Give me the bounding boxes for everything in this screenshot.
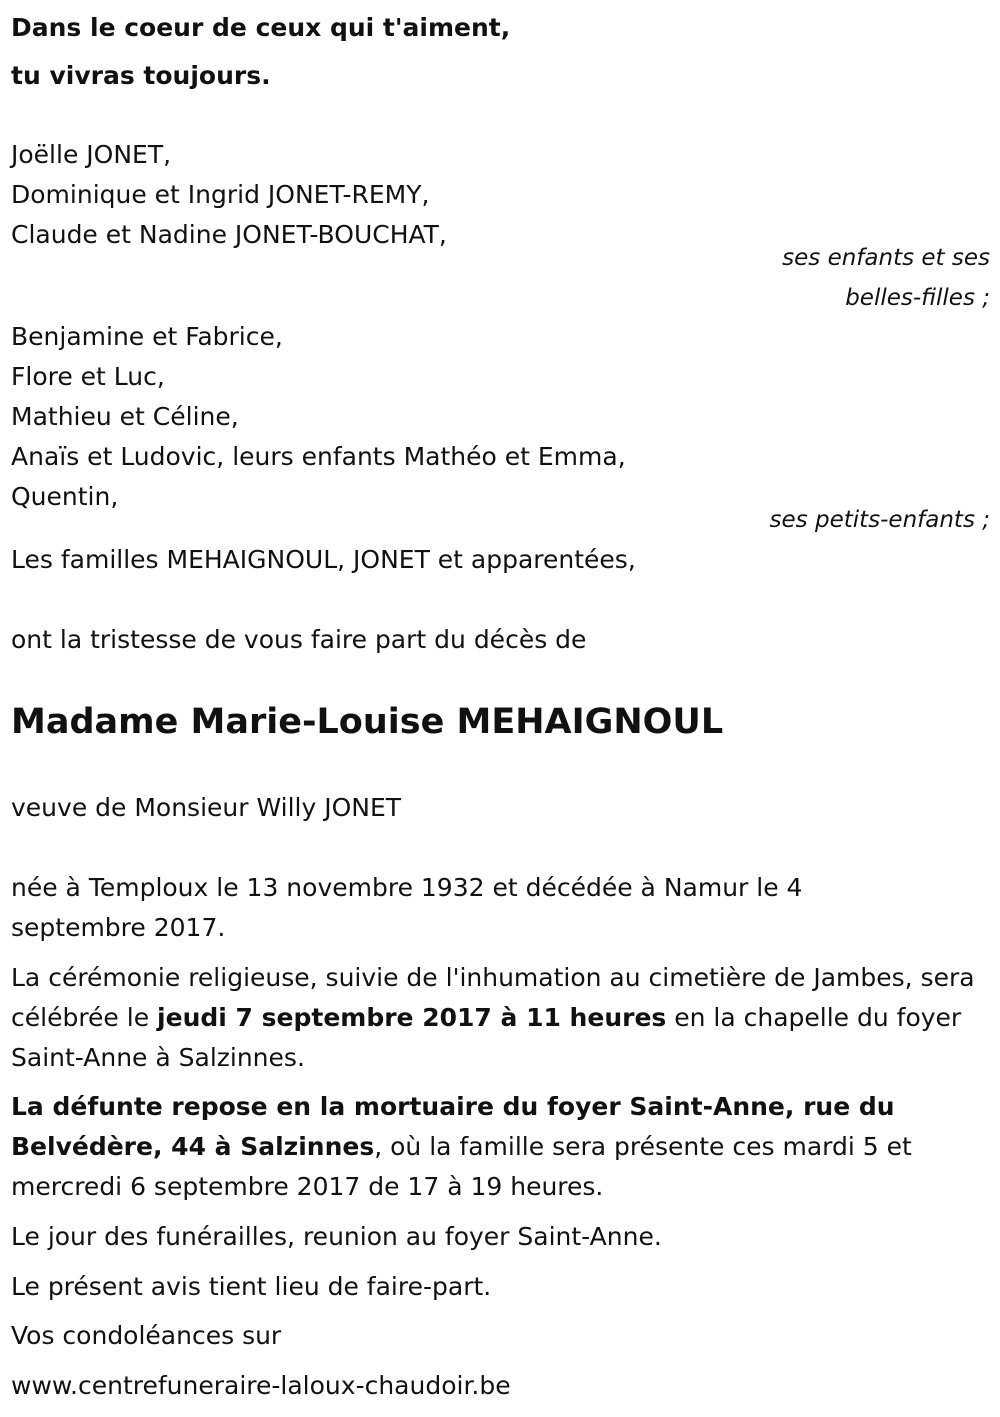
grandchild-name: Anaïs et Ludovic, leurs enfants Mathéo et Emma, — [11, 442, 626, 471]
ceremony-paragraph — [11, 958, 986, 1078]
condolences-label: Vos condoléances sur — [11, 1321, 282, 1350]
grandchild-name: Benjamine et Fabrice, — [11, 322, 283, 351]
announcement-line: ont la tristesse de vous faire part du décès de — [11, 625, 587, 654]
repose-paragraph — [11, 1087, 986, 1207]
children-relation-line-2: belles-filles ; — [845, 285, 990, 311]
website-link[interactable]: www.centrefuneraire-laloux-chaudoir.be — [11, 1371, 511, 1400]
widow-of-line: veuve de Monsieur Willy JONET — [11, 793, 402, 822]
grandchild-name: Mathieu et Céline, — [11, 402, 239, 431]
families-line: Les familles MEHAIGNOUL, JONET et apparentées, — [11, 545, 636, 574]
repose-text-after: , où la famille sera présente ces mardi 5 et mercredi 6 septembre 2017 de 17 à 19 heures. — [11, 1132, 912, 1201]
birth-death-line-1: née à Temploux le 13 novembre 1932 et décédée à Namur le 4 — [11, 873, 803, 902]
grandchild-name: Flore et Luc, — [11, 362, 165, 391]
grandchildren-relation: ses petits-enfants ; — [769, 507, 990, 533]
children-relation-line-1: ses enfants et ses — [782, 245, 990, 271]
notice-line: Le présent avis tient lieu de faire-part. — [11, 1272, 492, 1301]
ceremony-text-after: en la chapelle du foyer Saint-Anne à Salzinnes. — [11, 1003, 962, 1072]
child-name: Claude et Nadine JONET-BOUCHAT, — [11, 220, 447, 249]
deceased-name: Madame Marie-Louise MEHAIGNOUL — [11, 702, 724, 742]
epigraph-line-2: tu vivras toujours. — [11, 61, 271, 90]
grandchild-name: Quentin, — [11, 482, 119, 511]
ceremony-date: jeudi 7 septembre 2017 à 11 heures — [157, 1003, 667, 1032]
repose-location: La défunte repose en la mortuaire du foyer Saint-Anne, rue du Belvédère, 44 à Salzinnes — [11, 1092, 895, 1161]
epigraph-line-1: Dans le coeur de ceux qui t'aiment, — [11, 13, 511, 42]
birth-death-line-2: septembre 2017. — [11, 913, 226, 942]
child-name: Joëlle JONET, — [11, 140, 172, 169]
child-name: Dominique et Ingrid JONET-REMY, — [11, 180, 430, 209]
gathering-line: Le jour des funérailles, reunion au foyer Saint-Anne. — [11, 1222, 662, 1251]
ceremony-text-before: La cérémonie religieuse, suivie de l'inhumation au cimetière de Jambes, sera célébrée le — [11, 963, 975, 1032]
